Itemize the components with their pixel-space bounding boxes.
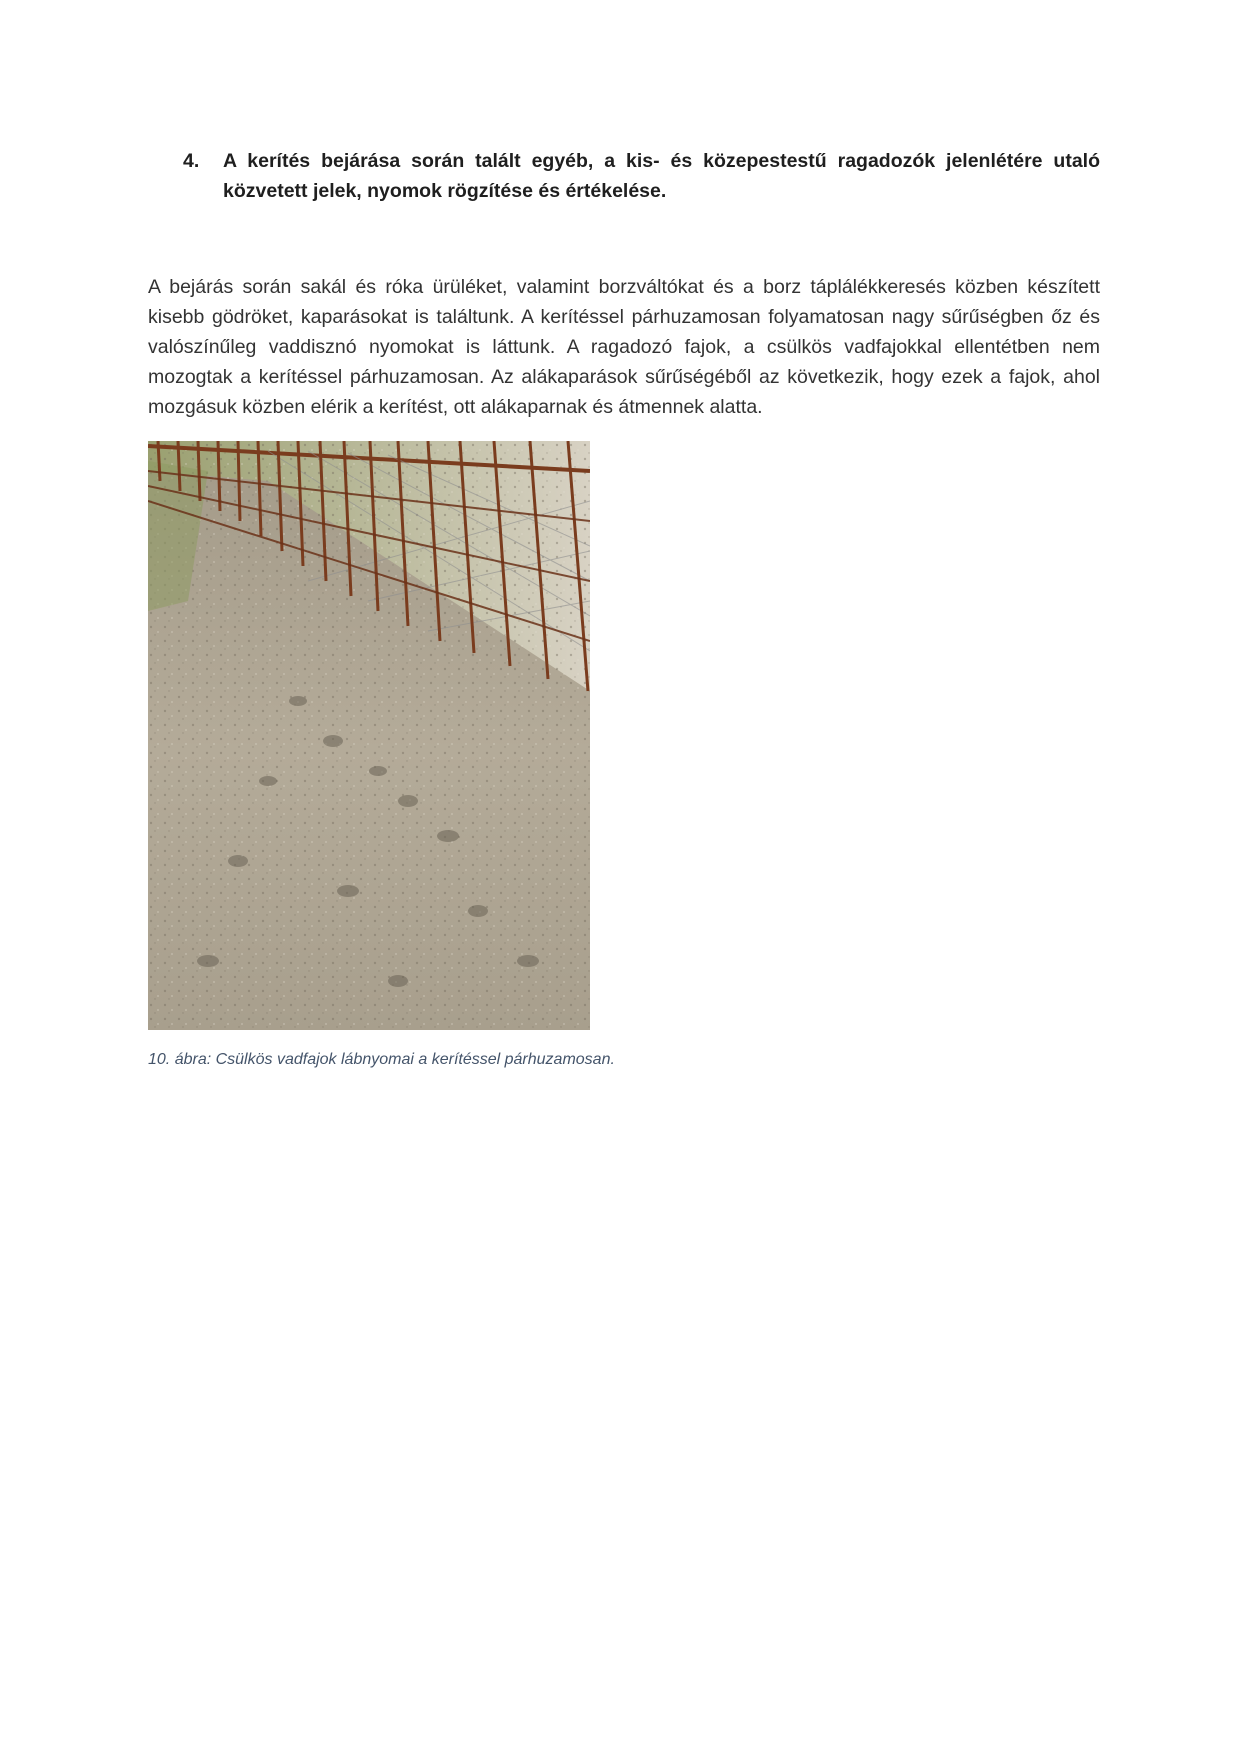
body-paragraph: A bejárás során sakál és róka ürüléket, valamint borzváltókat és a borz táplálékkeresés közben készített kisebb gödröket, kaparásokat is találtunk. A kerítéssel párhuzamosan folyamatosan nagy sűrűségben őz és valószínűleg vaddisznó nyomokat is láttunk. A ragadozó fajok, a csülkös vadfajokkal ellentétben nem mozogtak a kerítéssel párhuzamosan. Az alákaparások sűrűségéből az következik, hogy ezek a fajok, ahol mozgásuk közben elérik a kerítést, ott alákaparnak és átmennek alatta.	[148, 276, 1100, 418]
section-number: 4.	[183, 150, 200, 172]
fence-photo	[148, 441, 590, 1030]
section-title: A kerítés bejárása során talált egyéb, a kis- és közepestestű ragadozók jelenlétére utaló közvetett jelek, nyomok rögzítése és értékelése.	[223, 150, 1100, 202]
section-heading	[183, 146, 1100, 206]
figure-caption: 10. ábra: Csülkös vadfajok lábnyomai a kerítéssel párhuzamosan.	[148, 1051, 615, 1068]
